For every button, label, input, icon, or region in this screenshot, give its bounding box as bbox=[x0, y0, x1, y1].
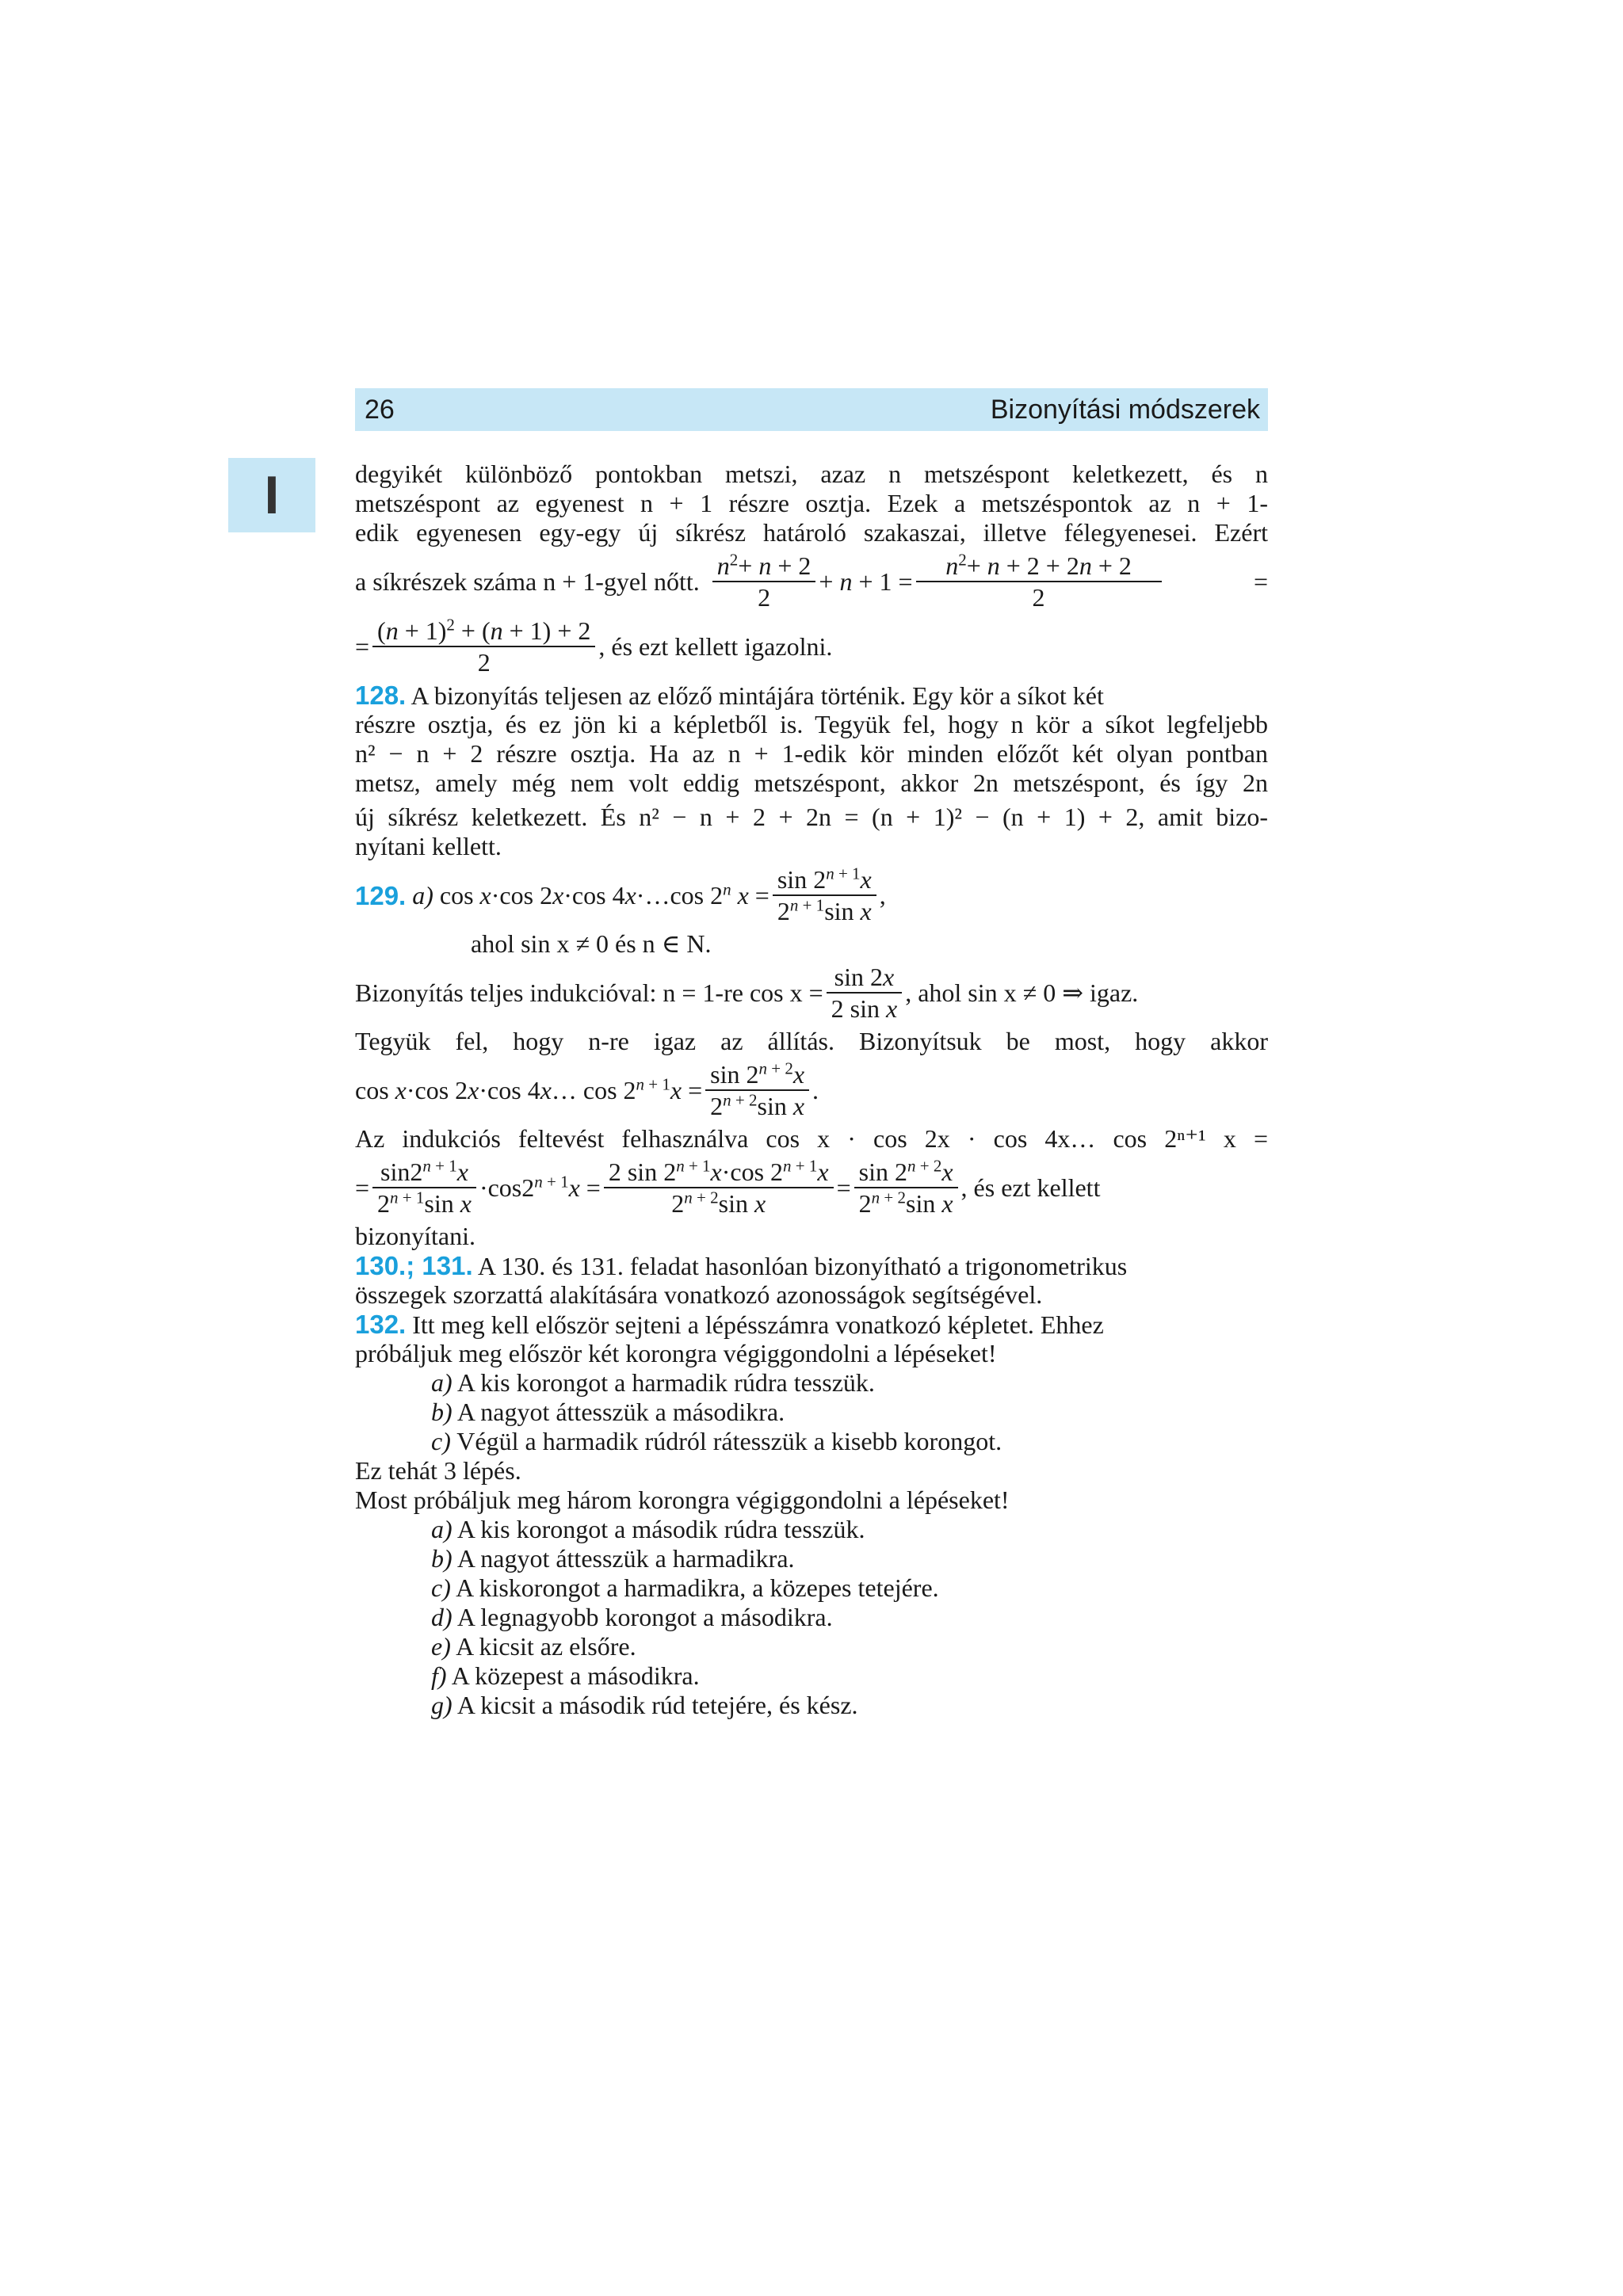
fraction: $\frac{n^2+ n + 2 + 2n + 2}{2}$ bbox=[916, 551, 1162, 612]
math-fragment: = bbox=[355, 631, 370, 661]
text-line: nyítani kellett. bbox=[355, 832, 502, 860]
math-fragment: a) cos x·cos 2x·cos 4x·…cos 2$^n$ x = bbox=[412, 879, 769, 910]
running-header bbox=[355, 388, 1268, 431]
text-fragment: A bizonyítás teljesen az előző mintájára történik. Egy kör a síkot két bbox=[411, 681, 1104, 710]
math-fragment: = bbox=[355, 1173, 370, 1202]
text-line: Tegyük fel, hogy n-re igaz az állítás. Bizonyítsuk be most, hogy akkor bbox=[355, 1027, 1268, 1055]
text-line: degyikét különböző pontokban metszi, azaz n metszéspont keletkezett, és n bbox=[355, 460, 1268, 488]
equation-line bbox=[355, 551, 1268, 612]
item-text: A nagyot áttesszük a másodikra. bbox=[456, 1398, 785, 1426]
math-fragment: $\cdot\cos 2^{n + 1}x$ = bbox=[479, 1171, 601, 1202]
item-label: a) bbox=[431, 1368, 453, 1397]
math-fragment: cos x·cos 2x·cos 4x… $\cos 2^{n + 1}x$ = bbox=[355, 1074, 703, 1104]
item-text: A kis korongot a második rúdra tesszük. bbox=[456, 1515, 865, 1543]
item-label: f) bbox=[431, 1661, 447, 1690]
fraction: $\frac{\sin 2^{n + 1}x}{2^{n + 1}\sin x}$ bbox=[773, 864, 876, 926]
problem-130-line bbox=[355, 1251, 1268, 1280]
list-item bbox=[355, 1603, 1268, 1632]
text-fragment: , és ezt kellett igazolni. bbox=[598, 631, 833, 661]
text-line: Most próbáljuk meg három korongra végiggondolni a lépéseket! bbox=[355, 1486, 1010, 1514]
text-line: részre osztja, és ez jön ki a képletből is. Tegyük fel, hogy n kör a síkot legfeljebb bbox=[355, 710, 1268, 738]
text-fragment: , ahol sin x ≠ 0 ⇒ igaz. bbox=[905, 978, 1139, 1007]
text-line: összegek szorzattá alakítására vonatkozó azonosságok segítségével. bbox=[355, 1280, 1043, 1309]
fraction: $\frac{\sin 2^{n + 1}x}{2^{n + 1}\sin x}$ bbox=[372, 1157, 476, 1219]
list-item bbox=[355, 1691, 1268, 1720]
section-title: Bizonyítási módszerek bbox=[990, 395, 1260, 425]
problem-number-129: 129. bbox=[355, 880, 407, 910]
list-item bbox=[355, 1632, 1268, 1661]
problem-number-132: 132. bbox=[355, 1310, 407, 1339]
problem-number-128: 128. bbox=[355, 681, 407, 710]
fraction: $\frac{\sin 2^{n + 2}x}{2^{n + 2}\sin x}$ bbox=[854, 1157, 958, 1219]
text-fragment: Bizonyítás teljes indukcióval: n = 1-re cos x = bbox=[355, 978, 823, 1007]
text-fragment: A 130. és 131. feladat hasonlóan bizonyítható a trigonometrikus bbox=[477, 1252, 1128, 1280]
text-fragment: Itt meg kell először sejteni a lépésszámra vonatkozó képletet. Ehhez bbox=[412, 1310, 1104, 1339]
fraction: $\frac{n^2+ n + 2}{2}$ bbox=[712, 551, 816, 612]
chapter-tab: I bbox=[228, 458, 315, 532]
item-label: g) bbox=[431, 1691, 453, 1719]
problem-128-line bbox=[355, 681, 1268, 710]
text-fragment: , és ezt kellett bbox=[960, 1173, 1101, 1202]
math-fragment: , bbox=[879, 880, 886, 910]
list-item bbox=[355, 1368, 1268, 1398]
item-label: a) bbox=[431, 1515, 453, 1543]
fraction: $\frac{\sin 2^{n + 2}x}{2^{n + 2}\sin x}$ bbox=[705, 1059, 809, 1121]
list-item bbox=[355, 1398, 1268, 1427]
item-text: A közepest a másodikra. bbox=[451, 1661, 700, 1690]
page-number: 26 bbox=[365, 395, 395, 425]
item-text: A kicsit az elsőre. bbox=[456, 1632, 636, 1661]
text-line: metszéspont az egyenest n + 1 részre osztja. Ezek a metszéspontok az n + 1- bbox=[355, 489, 1268, 517]
text-line: új síkrész keletkezett. És n² − n + 2 + 2n = (n + 1)² − (n + 1) + 2, amit bizo- bbox=[355, 803, 1268, 831]
text-line: Az indukciós feltevést felhasználva cos x · cos 2x · cos 4x… cos 2ⁿ⁺¹ x = bbox=[355, 1124, 1268, 1153]
math-fragment: . bbox=[812, 1075, 819, 1104]
item-text: A legnagyobb korongot a másodikra. bbox=[456, 1603, 833, 1631]
fraction: $\frac{2 \sin 2^{n + 1}x\cdot\cos 2^{n + 1}x}{2^{n + 2}\sin x}$ bbox=[604, 1157, 834, 1219]
text-line: n² − n + 2 részre osztja. Ha az n + 1-edik kör minden előzőt két olyan pontban bbox=[355, 739, 1268, 768]
list-item bbox=[355, 1427, 1268, 1456]
page-body bbox=[355, 460, 1268, 1720]
item-label: b) bbox=[431, 1398, 453, 1426]
text-line: bizonyítani. bbox=[355, 1222, 475, 1250]
list-item bbox=[355, 1544, 1268, 1573]
math-fragment: + n + 1 = bbox=[819, 566, 913, 596]
text-line: edik egyenesen egy-egy új síkrész határoló szakaszai, illetve félegyenesei. Ezért bbox=[355, 518, 1268, 547]
item-text: Végül a harmadik rúdról rátesszük a kisebb korongot. bbox=[456, 1427, 1002, 1455]
math-fragment: = bbox=[1253, 566, 1268, 596]
item-label: c) bbox=[431, 1573, 451, 1602]
item-label: b) bbox=[431, 1544, 453, 1573]
problem-number-130-131: 130.; 131. bbox=[355, 1251, 473, 1280]
item-text: A kiskorongot a harmadikra, a közepes tetejére. bbox=[456, 1573, 939, 1602]
list-item bbox=[355, 1515, 1268, 1544]
problem-132-line bbox=[355, 1310, 1268, 1339]
equation-line-129a bbox=[355, 864, 1268, 926]
item-label: c) bbox=[431, 1427, 451, 1455]
text-line: próbáljuk meg először két korongra végiggondolni a lépéseket! bbox=[355, 1339, 997, 1367]
equation-line bbox=[355, 962, 1268, 1024]
list-item bbox=[355, 1573, 1268, 1603]
equation-line bbox=[355, 616, 1268, 677]
text-line: Ez tehát 3 lépés. bbox=[355, 1456, 521, 1485]
text-line: ahol sin x ≠ 0 és n ∈ N. bbox=[471, 929, 712, 958]
item-text: A kis korongot a harmadik rúdra tesszük. bbox=[456, 1368, 875, 1397]
equation-line bbox=[355, 1157, 1268, 1219]
text-fragment: a síkrészek száma n + 1-gyel nőtt. bbox=[355, 566, 700, 596]
item-text: A kicsit a második rúd tetejére, és kész. bbox=[456, 1691, 858, 1719]
equation-line bbox=[355, 1059, 1268, 1121]
fraction: $\frac{\sin 2x}{\text{2 sin x}}$ bbox=[827, 962, 903, 1024]
item-label: e) bbox=[431, 1632, 451, 1661]
fraction: $\frac{(n + 1)^2 + (n + 1) + 2}{2}$ bbox=[372, 616, 595, 677]
item-text: A nagyot áttesszük a harmadikra. bbox=[456, 1544, 795, 1573]
item-label: d) bbox=[431, 1603, 453, 1631]
list-item bbox=[355, 1661, 1268, 1691]
math-fragment: = bbox=[836, 1173, 851, 1202]
text-line: metsz, amely még nem volt eddig metszéspont, akkor 2n metszéspont, és így 2n bbox=[355, 769, 1268, 797]
